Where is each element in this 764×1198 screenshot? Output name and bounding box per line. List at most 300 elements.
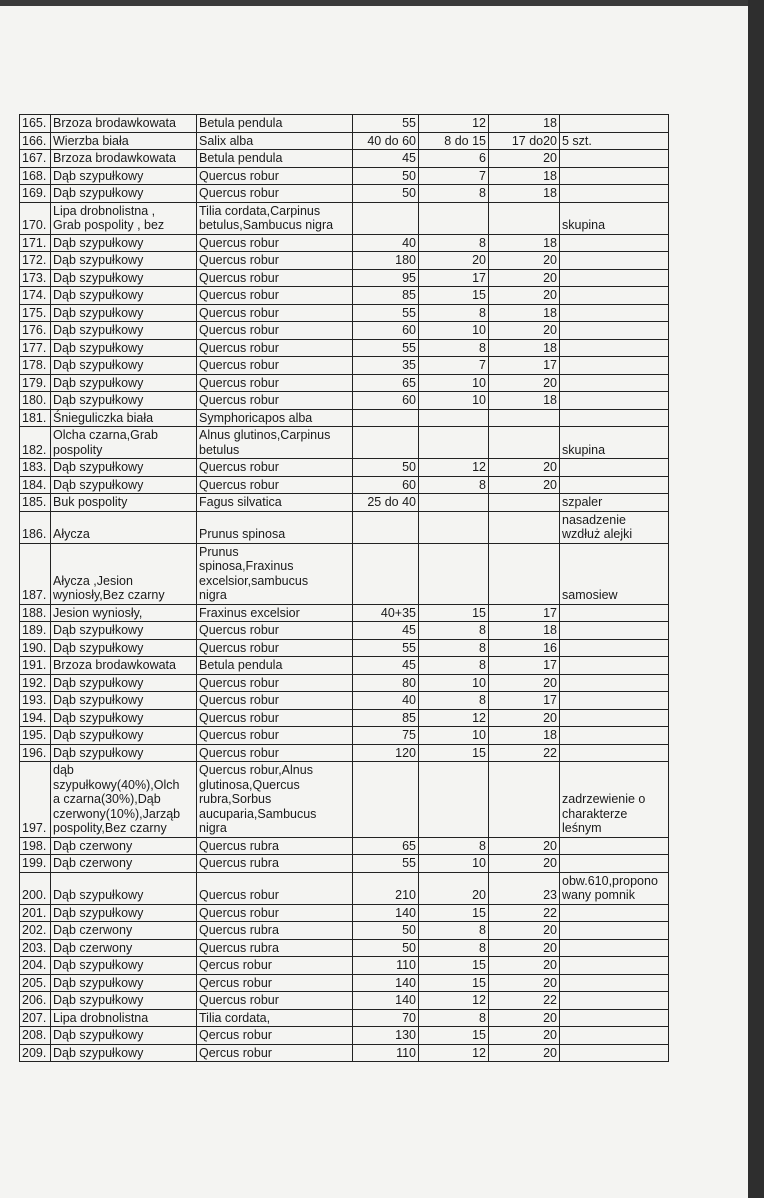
remarks-cell (560, 974, 669, 992)
table-row (20, 622, 669, 640)
row-number-cell: 192. (20, 674, 51, 692)
row-number-cell: 165. (20, 115, 51, 133)
table-row (20, 1009, 669, 1027)
circumference-cell (353, 762, 419, 838)
remarks-cell (560, 837, 669, 855)
height-cell: 10 (419, 322, 489, 340)
crown-cell: 22 (489, 904, 560, 922)
latin-name-cell: Symphoricapos alba (197, 409, 353, 427)
height-cell: 7 (419, 167, 489, 185)
latin-name-cell: Betula pendula (197, 657, 353, 675)
row-number-cell: 169. (20, 185, 51, 203)
table-row (20, 957, 669, 975)
circumference-cell: 35 (353, 357, 419, 375)
latin-name-cell: Quercus robur (197, 252, 353, 270)
height-cell: 7 (419, 357, 489, 375)
row-number-cell: 178. (20, 357, 51, 375)
crown-cell: 20 (489, 974, 560, 992)
table-row (20, 167, 669, 185)
polish-name-cell: Lipa drobnolistna , Grab pospolity , bez (51, 202, 197, 234)
table-row (20, 692, 669, 710)
circumference-cell: 50 (353, 939, 419, 957)
height-cell (419, 511, 489, 543)
table-row (20, 837, 669, 855)
circumference-cell: 120 (353, 744, 419, 762)
remarks-cell (560, 622, 669, 640)
polish-name-cell: Buk pospolity (51, 494, 197, 512)
polish-name-cell: Dąb szypułkowy (51, 269, 197, 287)
crown-cell: 20 (489, 322, 560, 340)
latin-name-cell: Fagus silvatica (197, 494, 353, 512)
crown-cell: 18 (489, 622, 560, 640)
crown-cell: 17 (489, 692, 560, 710)
polish-name-cell: Dąb szypułkowy (51, 974, 197, 992)
latin-name-cell: Qercus robur (197, 1027, 353, 1045)
circumference-cell (353, 543, 419, 604)
crown-cell (489, 494, 560, 512)
row-number-cell: 207. (20, 1009, 51, 1027)
row-number-cell: 166. (20, 132, 51, 150)
table-row (20, 427, 669, 459)
row-number-cell: 179. (20, 374, 51, 392)
latin-name-cell: Betula pendula (197, 150, 353, 168)
circumference-cell: 130 (353, 1027, 419, 1045)
crown-cell: 20 (489, 150, 560, 168)
height-cell: 10 (419, 374, 489, 392)
latin-name-cell: Prunus spinosa (197, 511, 353, 543)
table-row (20, 604, 669, 622)
remarks-cell (560, 115, 669, 133)
table-row (20, 374, 669, 392)
crown-cell (489, 762, 560, 838)
remarks-cell: nasadzenie wzdłuż alejki (560, 511, 669, 543)
latin-name-cell: Quercus robur (197, 167, 353, 185)
height-cell: 8 (419, 692, 489, 710)
row-number-cell: 188. (20, 604, 51, 622)
polish-name-cell: Dąb szypułkowy (51, 992, 197, 1010)
height-cell: 15 (419, 904, 489, 922)
height-cell (419, 202, 489, 234)
polish-name-cell: Śnieguliczka biała (51, 409, 197, 427)
polish-name-cell: Dąb szypułkowy (51, 1027, 197, 1045)
latin-name-cell: Quercus robur (197, 392, 353, 410)
circumference-cell: 60 (353, 322, 419, 340)
row-number-cell: 183. (20, 459, 51, 477)
row-number-cell: 198. (20, 837, 51, 855)
remarks-cell (560, 459, 669, 477)
polish-name-cell: Dąb czerwony (51, 922, 197, 940)
crown-cell: 17 (489, 657, 560, 675)
polish-name-cell: Dąb szypułkowy (51, 674, 197, 692)
polish-name-cell: dąb szypułkowy(40%),Olch a czarna(30%),Dąb czerwony(10%),Jarząb pospolity,Bez czarny (51, 762, 197, 838)
height-cell: 12 (419, 1044, 489, 1062)
polish-name-cell: Dąb czerwony (51, 855, 197, 873)
table-row (20, 476, 669, 494)
table-row (20, 357, 669, 375)
row-number-cell: 189. (20, 622, 51, 640)
latin-name-cell: Quercus robur (197, 357, 353, 375)
circumference-cell: 65 (353, 837, 419, 855)
table-row (20, 511, 669, 543)
table-row (20, 992, 669, 1010)
circumference-cell (353, 409, 419, 427)
latin-name-cell: Fraxinus excelsior (197, 604, 353, 622)
height-cell: 15 (419, 744, 489, 762)
height-cell: 15 (419, 957, 489, 975)
polish-name-cell: Dąb szypułkowy (51, 185, 197, 203)
latin-name-cell: Quercus rubra (197, 855, 353, 873)
height-cell: 8 (419, 639, 489, 657)
row-number-cell: 170. (20, 202, 51, 234)
table-row (20, 150, 669, 168)
latin-name-cell: Quercus rubra (197, 837, 353, 855)
height-cell: 10 (419, 674, 489, 692)
polish-name-cell: Dąb szypułkowy (51, 622, 197, 640)
remarks-cell (560, 185, 669, 203)
remarks-cell (560, 744, 669, 762)
height-cell: 10 (419, 855, 489, 873)
row-number-cell: 176. (20, 322, 51, 340)
height-cell: 12 (419, 709, 489, 727)
circumference-cell: 55 (353, 304, 419, 322)
latin-name-cell: Tilia cordata,Carpinus betulus,Sambucus nigra (197, 202, 353, 234)
circumference-cell: 25 do 40 (353, 494, 419, 512)
row-number-cell: 195. (20, 727, 51, 745)
circumference-cell: 75 (353, 727, 419, 745)
remarks-cell (560, 339, 669, 357)
latin-name-cell: Quercus robur (197, 992, 353, 1010)
crown-cell: 20 (489, 855, 560, 873)
row-number-cell: 187. (20, 543, 51, 604)
crown-cell: 20 (489, 476, 560, 494)
height-cell: 15 (419, 287, 489, 305)
polish-name-cell: Dąb szypułkowy (51, 957, 197, 975)
crown-cell: 18 (489, 234, 560, 252)
height-cell: 10 (419, 727, 489, 745)
remarks-cell (560, 604, 669, 622)
circumference-cell: 55 (353, 639, 419, 657)
table-row (20, 202, 669, 234)
latin-name-cell: Quercus rubra (197, 922, 353, 940)
polish-name-cell: Dąb szypułkowy (51, 744, 197, 762)
height-cell: 8 (419, 339, 489, 357)
tree-inventory-table (19, 114, 669, 1062)
height-cell: 8 (419, 234, 489, 252)
crown-cell (489, 202, 560, 234)
remarks-cell (560, 674, 669, 692)
height-cell: 8 (419, 939, 489, 957)
remarks-cell: skupina (560, 427, 669, 459)
polish-name-cell: Olcha czarna,Grab pospolity (51, 427, 197, 459)
circumference-cell: 65 (353, 374, 419, 392)
row-number-cell: 191. (20, 657, 51, 675)
polish-name-cell: Brzoza brodawkowata (51, 115, 197, 133)
crown-cell (489, 409, 560, 427)
crown-cell: 20 (489, 709, 560, 727)
circumference-cell: 110 (353, 1044, 419, 1062)
remarks-cell (560, 357, 669, 375)
latin-name-cell: Quercus robur (197, 304, 353, 322)
circumference-cell: 80 (353, 674, 419, 692)
circumference-cell: 95 (353, 269, 419, 287)
polish-name-cell: Dąb szypułkowy (51, 374, 197, 392)
crown-cell (489, 511, 560, 543)
circumference-cell: 60 (353, 476, 419, 494)
height-cell (419, 427, 489, 459)
polish-name-cell: Jesion wyniosły, (51, 604, 197, 622)
table-row (20, 872, 669, 904)
table-row (20, 339, 669, 357)
table-row (20, 709, 669, 727)
crown-cell: 20 (489, 287, 560, 305)
circumference-cell: 140 (353, 974, 419, 992)
table-row (20, 304, 669, 322)
table-row (20, 132, 669, 150)
polish-name-cell: Dąb szypułkowy (51, 322, 197, 340)
crown-cell: 20 (489, 939, 560, 957)
remarks-cell (560, 287, 669, 305)
latin-name-cell: Quercus robur (197, 904, 353, 922)
crown-cell: 16 (489, 639, 560, 657)
crown-cell: 20 (489, 674, 560, 692)
table-row (20, 939, 669, 957)
polish-name-cell: Dąb szypułkowy (51, 1044, 197, 1062)
latin-name-cell: Prunus spinosa,Fraxinus excelsior,sambucus nigra (197, 543, 353, 604)
crown-cell: 17 (489, 357, 560, 375)
polish-name-cell: Dąb szypułkowy (51, 692, 197, 710)
row-number-cell: 196. (20, 744, 51, 762)
scan-edge (748, 0, 764, 1198)
row-number-cell: 190. (20, 639, 51, 657)
polish-name-cell: Dąb szypułkowy (51, 252, 197, 270)
polish-name-cell: Dąb szypułkowy (51, 287, 197, 305)
remarks-cell (560, 167, 669, 185)
height-cell: 15 (419, 604, 489, 622)
remarks-cell: skupina (560, 202, 669, 234)
row-number-cell: 173. (20, 269, 51, 287)
height-cell: 15 (419, 974, 489, 992)
remarks-cell: samosiew (560, 543, 669, 604)
table-row (20, 115, 669, 133)
crown-cell: 18 (489, 185, 560, 203)
latin-name-cell: Quercus robur (197, 872, 353, 904)
height-cell: 8 (419, 657, 489, 675)
latin-name-cell: Quercus robur (197, 234, 353, 252)
table-row (20, 322, 669, 340)
height-cell: 8 (419, 922, 489, 940)
circumference-cell: 50 (353, 922, 419, 940)
table-row (20, 727, 669, 745)
circumference-cell: 40 do 60 (353, 132, 419, 150)
circumference-cell: 110 (353, 957, 419, 975)
circumference-cell: 50 (353, 167, 419, 185)
crown-cell: 22 (489, 992, 560, 1010)
row-number-cell: 199. (20, 855, 51, 873)
height-cell: 8 (419, 622, 489, 640)
table-row (20, 392, 669, 410)
circumference-cell (353, 202, 419, 234)
table-row (20, 762, 669, 838)
remarks-cell (560, 692, 669, 710)
remarks-cell (560, 1027, 669, 1045)
height-cell (419, 494, 489, 512)
height-cell: 8 (419, 1009, 489, 1027)
crown-cell: 18 (489, 167, 560, 185)
polish-name-cell: Dąb szypułkowy (51, 234, 197, 252)
height-cell: 20 (419, 872, 489, 904)
remarks-cell (560, 150, 669, 168)
table-row (20, 234, 669, 252)
remarks-cell (560, 1009, 669, 1027)
latin-name-cell: Quercus robur (197, 374, 353, 392)
polish-name-cell: Dąb szypułkowy (51, 339, 197, 357)
height-cell: 6 (419, 150, 489, 168)
crown-cell: 23 (489, 872, 560, 904)
table-row (20, 1044, 669, 1062)
latin-name-cell: Quercus robur (197, 287, 353, 305)
circumference-cell (353, 427, 419, 459)
remarks-cell (560, 1044, 669, 1062)
table-row (20, 494, 669, 512)
row-number-cell: 174. (20, 287, 51, 305)
circumference-cell: 40+35 (353, 604, 419, 622)
remarks-cell (560, 409, 669, 427)
remarks-cell (560, 727, 669, 745)
polish-name-cell: Dąb szypułkowy (51, 167, 197, 185)
polish-name-cell: Dąb szypułkowy (51, 304, 197, 322)
latin-name-cell: Quercus robur (197, 269, 353, 287)
table-row (20, 855, 669, 873)
polish-name-cell: Dąb szypułkowy (51, 357, 197, 375)
crown-cell: 17 do20 (489, 132, 560, 150)
latin-name-cell: Quercus robur (197, 622, 353, 640)
height-cell (419, 762, 489, 838)
polish-name-cell: Brzoza brodawkowata (51, 150, 197, 168)
circumference-cell: 55 (353, 115, 419, 133)
circumference-cell: 140 (353, 992, 419, 1010)
crown-cell: 20 (489, 957, 560, 975)
height-cell: 8 do 15 (419, 132, 489, 150)
crown-cell (489, 543, 560, 604)
polish-name-cell: Dąb szypułkowy (51, 392, 197, 410)
polish-name-cell: Dąb czerwony (51, 837, 197, 855)
table-row (20, 922, 669, 940)
latin-name-cell: Qercus robur (197, 974, 353, 992)
polish-name-cell: Dąb czerwony (51, 939, 197, 957)
remarks-cell (560, 392, 669, 410)
row-number-cell: 168. (20, 167, 51, 185)
remarks-cell (560, 374, 669, 392)
remarks-cell (560, 234, 669, 252)
crown-cell: 18 (489, 339, 560, 357)
row-number-cell: 184. (20, 476, 51, 494)
circumference-cell: 85 (353, 709, 419, 727)
row-number-cell: 209. (20, 1044, 51, 1062)
polish-name-cell: Brzoza brodawkowata (51, 657, 197, 675)
remarks-cell (560, 855, 669, 873)
remarks-cell: 5 szt. (560, 132, 669, 150)
remarks-cell: zadrzewienie o charakterze leśnym (560, 762, 669, 838)
latin-name-cell: Quercus robur (197, 185, 353, 203)
height-cell: 20 (419, 252, 489, 270)
height-cell: 8 (419, 185, 489, 203)
circumference-cell: 60 (353, 392, 419, 410)
height-cell (419, 409, 489, 427)
remarks-cell (560, 922, 669, 940)
latin-name-cell: Quercus robur (197, 744, 353, 762)
latin-name-cell: Alnus glutinos,Carpinus betulus (197, 427, 353, 459)
crown-cell: 20 (489, 269, 560, 287)
height-cell: 8 (419, 476, 489, 494)
latin-name-cell: Quercus robur (197, 727, 353, 745)
latin-name-cell: Quercus robur (197, 692, 353, 710)
crown-cell: 20 (489, 922, 560, 940)
polish-name-cell: Lipa drobnolistna (51, 1009, 197, 1027)
table-body (20, 115, 669, 1062)
row-number-cell: 194. (20, 709, 51, 727)
table-row (20, 744, 669, 762)
row-number-cell: 203. (20, 939, 51, 957)
row-number-cell: 206. (20, 992, 51, 1010)
table-row (20, 974, 669, 992)
polish-name-cell: Dąb szypułkowy (51, 459, 197, 477)
table-row (20, 185, 669, 203)
crown-cell: 18 (489, 304, 560, 322)
latin-name-cell: Salix alba (197, 132, 353, 150)
latin-name-cell: Quercus robur (197, 339, 353, 357)
row-number-cell: 185. (20, 494, 51, 512)
table-row (20, 543, 669, 604)
polish-name-cell: Ałycza (51, 511, 197, 543)
row-number-cell: 200. (20, 872, 51, 904)
circumference-cell: 85 (353, 287, 419, 305)
crown-cell: 22 (489, 744, 560, 762)
crown-cell: 20 (489, 837, 560, 855)
table-row (20, 409, 669, 427)
remarks-cell (560, 709, 669, 727)
latin-name-cell: Quercus robur,Alnus glutinosa,Quercus rubra,Sorbus aucuparia,Sambucus nigra (197, 762, 353, 838)
row-number-cell: 202. (20, 922, 51, 940)
crown-cell: 20 (489, 1027, 560, 1045)
circumference-cell: 210 (353, 872, 419, 904)
circumference-cell (353, 511, 419, 543)
row-number-cell: 208. (20, 1027, 51, 1045)
table-row (20, 252, 669, 270)
remarks-cell (560, 939, 669, 957)
table-row (20, 1027, 669, 1045)
crown-cell: 20 (489, 1009, 560, 1027)
circumference-cell: 45 (353, 150, 419, 168)
row-number-cell: 172. (20, 252, 51, 270)
remarks-cell (560, 252, 669, 270)
row-number-cell: 167. (20, 150, 51, 168)
height-cell: 12 (419, 459, 489, 477)
circumference-cell: 55 (353, 855, 419, 873)
remarks-cell (560, 657, 669, 675)
polish-name-cell: Dąb szypułkowy (51, 727, 197, 745)
circumference-cell: 180 (353, 252, 419, 270)
crown-cell: 20 (489, 459, 560, 477)
polish-name-cell: Dąb szypułkowy (51, 904, 197, 922)
height-cell: 12 (419, 992, 489, 1010)
height-cell: 15 (419, 1027, 489, 1045)
circumference-cell: 50 (353, 185, 419, 203)
table-row (20, 657, 669, 675)
remarks-cell: szpaler (560, 494, 669, 512)
latin-name-cell: Qercus robur (197, 957, 353, 975)
row-number-cell: 177. (20, 339, 51, 357)
table-row (20, 269, 669, 287)
